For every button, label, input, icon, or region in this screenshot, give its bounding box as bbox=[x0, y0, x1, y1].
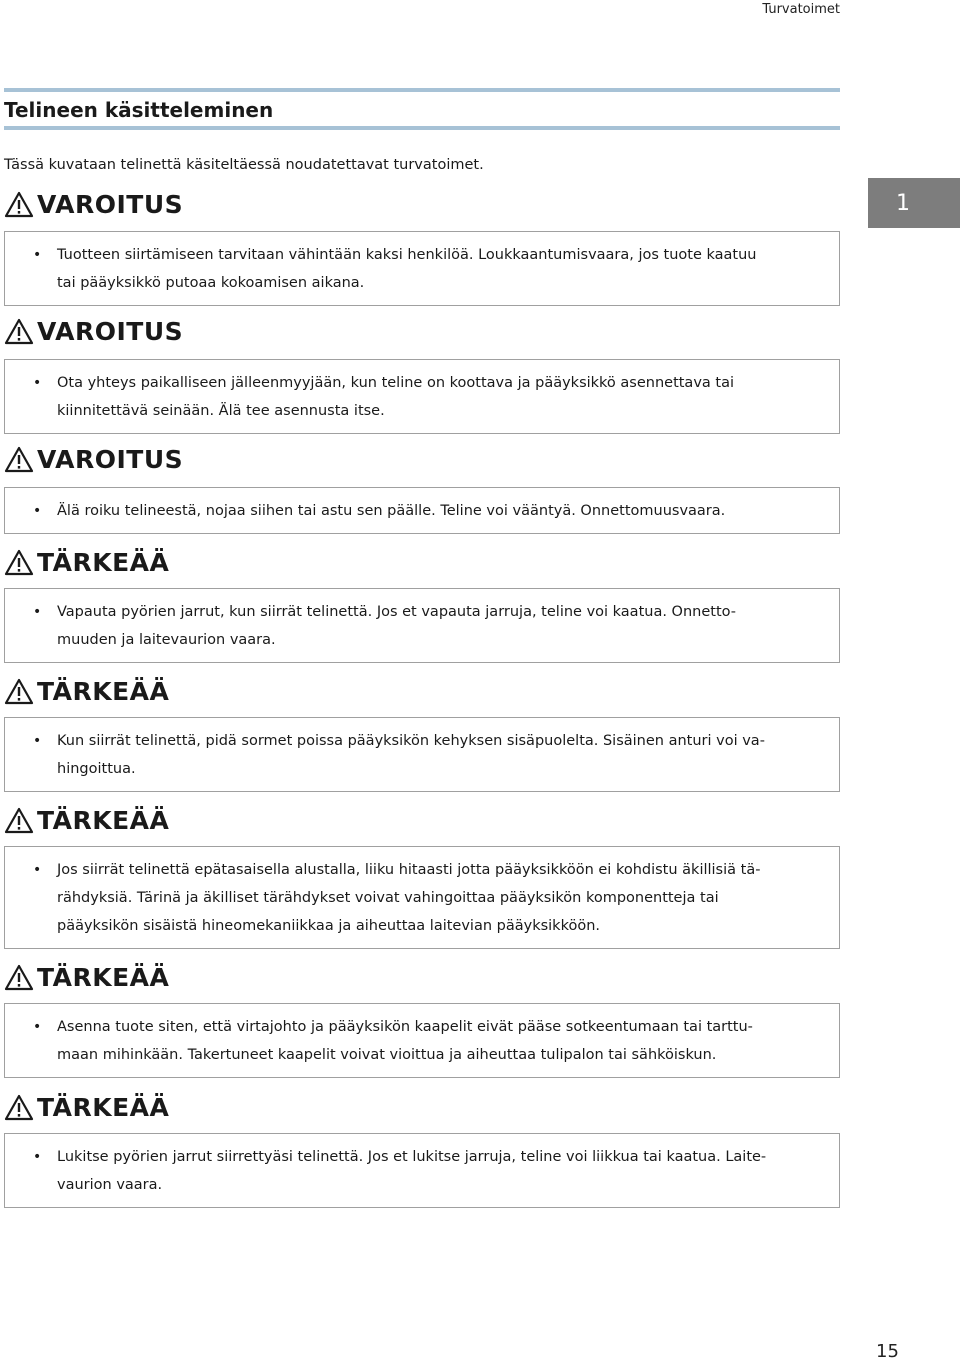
notice-heading bbox=[4, 188, 183, 220]
notice-line: kiinnitettävä seinään. Älä tee asennusta itse. bbox=[57, 403, 385, 419]
notice-label: TÄRKEÄÄ bbox=[37, 962, 170, 992]
notice-box bbox=[4, 359, 840, 434]
bullet-icon: • bbox=[33, 1149, 42, 1165]
notice-item bbox=[33, 1013, 819, 1069]
notice-line: Ota yhteys paikalliseen jälleenmyyjään, kun teline on koottava ja pääyksikkö asennettava tai bbox=[57, 375, 734, 391]
notice-item bbox=[33, 369, 819, 425]
notice-line: Vapauta pyörien jarrut, kun siirrät telinettä. Jos et vapauta jarruja, teline voi kaatua. Onnetto- bbox=[57, 604, 737, 620]
notice-heading bbox=[4, 315, 183, 347]
notice-box bbox=[4, 588, 840, 663]
bullet-icon: • bbox=[33, 862, 42, 878]
notice-item bbox=[33, 727, 819, 783]
notice-line: maan mihinkään. Takertuneet kaapelit voivat vioittua ja aiheuttaa tulipalon tai sähköiskun. bbox=[57, 1047, 717, 1063]
bullet-icon: • bbox=[33, 733, 42, 749]
warning-triangle-icon bbox=[4, 191, 34, 218]
notice-box bbox=[4, 1133, 840, 1208]
notice-box bbox=[4, 487, 840, 534]
bullet-icon: • bbox=[33, 604, 42, 620]
notice-item bbox=[33, 598, 819, 654]
notice-heading bbox=[4, 1091, 169, 1123]
bullet-icon: • bbox=[33, 1019, 42, 1035]
notice-heading bbox=[4, 675, 169, 707]
notice-item bbox=[33, 241, 819, 297]
notice-label: TÄRKEÄÄ bbox=[37, 1092, 170, 1122]
notice-line: Älä roiku telineestä, nojaa siihen tai astu sen päälle. Teline voi vääntyä. Onnettomuusvaara. bbox=[57, 503, 726, 519]
section-title: Telineen käsitteleminen bbox=[4, 98, 274, 122]
warning-triangle-icon bbox=[4, 318, 34, 345]
notice-box bbox=[4, 1003, 840, 1078]
notice-label: TÄRKEÄÄ bbox=[37, 676, 170, 706]
section-title-bar bbox=[4, 88, 840, 130]
bullet-icon: • bbox=[33, 247, 42, 263]
notice-line: Tuotteen siirtämiseen tarvitaan vähintään kaksi henkilöä. Loukkaantumisvaara, jos tuote kaatuu bbox=[57, 247, 757, 263]
notice-heading bbox=[4, 804, 169, 836]
warning-triangle-icon bbox=[4, 549, 34, 576]
notice-label: VAROITUS bbox=[37, 316, 184, 346]
warning-triangle-icon bbox=[4, 964, 34, 991]
warning-triangle-icon bbox=[4, 807, 34, 834]
notice-heading bbox=[4, 546, 169, 578]
notice-line: rähdyksiä. Tärinä ja äkilliset tärähdykset voivat vahingoittaa pääyksikön komponentteja tai bbox=[57, 890, 719, 906]
page-number: 15 bbox=[876, 1341, 899, 1362]
notice-box bbox=[4, 846, 840, 949]
notice-heading bbox=[4, 443, 183, 475]
notice-item bbox=[33, 497, 819, 525]
notice-line: Kun siirrät telinettä, pidä sormet poissa pääyksikön kehyksen sisäpuolelta. Sisäinen anturi voi va- bbox=[57, 733, 765, 749]
chapter-tab: 1 bbox=[868, 178, 960, 228]
warning-triangle-icon bbox=[4, 446, 34, 473]
notice-line: muuden ja laitevaurion vaara. bbox=[57, 632, 276, 648]
notice-label: TÄRKEÄÄ bbox=[37, 805, 170, 835]
notice-line: Asenna tuote siten, että virtajohto ja pääyksikön kaapelit eivät pääse sotkeentumaan tai tarttu- bbox=[57, 1019, 753, 1035]
notice-label: VAROITUS bbox=[37, 444, 184, 474]
warning-triangle-icon bbox=[4, 678, 34, 705]
notice-box bbox=[4, 231, 840, 306]
notice-line: pääyksikön sisäistä hineomekaniikkaa ja aiheuttaa laitevian pääyksikköön. bbox=[57, 918, 600, 934]
section-intro: Tässä kuvataan telinettä käsiteltäessä noudatettavat turvatoimet. bbox=[4, 157, 484, 173]
notice-item bbox=[33, 856, 819, 940]
notice-line: tai pääyksikkö putoaa kokoamisen aikana. bbox=[57, 275, 365, 291]
notice-box bbox=[4, 717, 840, 792]
notice-line: Jos siirrät telinettä epätasaisella alustalla, liiku hitaasti jotta pääyksikköön ei kohdistu äkillisiä tä- bbox=[57, 862, 761, 878]
notice-line: vaurion vaara. bbox=[57, 1177, 163, 1193]
bullet-icon: • bbox=[33, 503, 42, 519]
running-header: Turvatoimet bbox=[762, 2, 840, 17]
bullet-icon: • bbox=[33, 375, 42, 391]
notice-heading bbox=[4, 961, 169, 993]
notice-label: TÄRKEÄÄ bbox=[37, 547, 170, 577]
notice-label: VAROITUS bbox=[37, 189, 184, 219]
notice-line: hingoittua. bbox=[57, 761, 136, 777]
warning-triangle-icon bbox=[4, 1094, 34, 1121]
notice-item bbox=[33, 1143, 819, 1199]
notice-line: Lukitse pyörien jarrut siirrettyäsi telinettä. Jos et lukitse jarruja, teline voi liikkua tai kaatua. Laite- bbox=[57, 1149, 767, 1165]
